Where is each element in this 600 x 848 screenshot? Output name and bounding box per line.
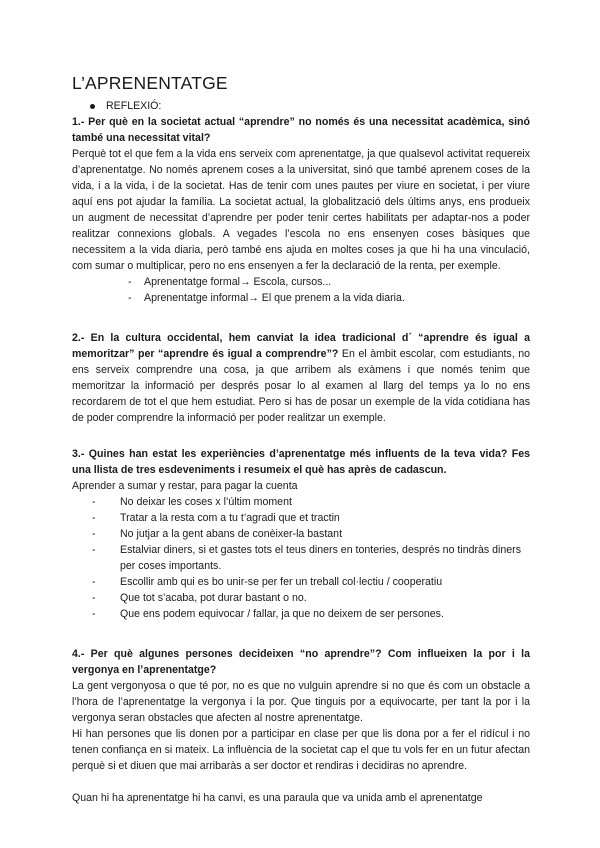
list-item: - No jutjar a la gent abans de conèixer-la bastant xyxy=(92,526,530,542)
list-item: - Estalviar diners, si et gastes tots el teus diners en tonteries, després no tindràs diners per coses importants. xyxy=(92,542,530,574)
list-item: - Aprenentatge informal→ El que prenem a la vida diaria. xyxy=(128,290,530,306)
reflexio-label: REFLEXIÓ: xyxy=(106,100,162,112)
answer-1: Perquè tot el que fem a la vida ens serveix com aprenentatge, ja que qualsevol activitat requereix d’aprenentatge. No només aprenem coses a la universitat, sinó que també aprenem coses de la vida, i a la vida, i de la societat. Has de tenir com unes pautes per viure en societat, i per viure aquí ens pot ajudar la família. La societat actual, la globalització dels últims anys, ens produeix un augment de necessitat d’aprendre per poder tenir certes habilitats per adaptar-nos a poder realitzar connexions globals. A vegades l’escola no ens ensenyen coses bàsiques que necessitem a la vida diaria, però també ens ajuda en moltes coses ja que hi ha una vinculació, com sumar o multiplicar, pero no ens ensenyen a fer la declaració de la renta, per exemple. xyxy=(72,148,530,272)
document-title: L’APRENENTATGE xyxy=(72,73,228,93)
answer-3-intro: Aprender a sumar y restar, para pagar la cuenta xyxy=(72,480,298,492)
list-item: - Aprenentatge formal→ Escola, cursos... xyxy=(128,274,530,290)
list-item: - Tratar a la resta com a tu t’agradi que et tractin xyxy=(92,510,530,526)
question-3: 3.- Quines han estat les experiències d’aprenentatge més influents de la teva vida? Fes una llista de tres esdeveniments i resumeix el què has après de cadascun. xyxy=(72,448,530,476)
answer-4-part-1: La gent vergonyosa o que té por, no es que no vulguin aprendre si no que és com un obstacle a l’hora de l’aprenentatge la vergonya i la por. Que tinguis por a equivocarte, per tant la por i la vergonya seran obstacles que afecten al nostre aprenentatge. xyxy=(72,680,530,724)
question-1: 1.- Per què en la societat actual “aprendre” no només és una necessitat acadèmica, sinó també una necessitat vital? xyxy=(72,116,530,144)
answer-1-list xyxy=(72,274,530,306)
list-item: - Que tot s’acaba, pot durar bastant o no. xyxy=(92,590,530,606)
list-item: - No deixar les coses x l’últim moment xyxy=(92,494,530,510)
bullet-dot-icon xyxy=(90,104,95,109)
question-2: 2.- En la cultura occidental, hem canviat la idea tradicional d´ “aprendre és igual a memoritzar” per “aprendre és igual a comprendre”? xyxy=(72,332,530,360)
closing-sentence: Quan hi ha aprenentatge hi ha canvi, es una paraula que va unida amb el aprenentatge xyxy=(72,792,483,804)
answer-3-list xyxy=(72,494,530,622)
answer-4-part-2: Hi han persones que lis donen por a participar en clase per que lis dona por a fer el ridícul i no tenen confiança en si mateix. La influència de la societat cap el que tu vols fer en un futur afectan perquè si et diuen que mai arribaràs a ser doctor et rendiras i decidiras no aprendre. xyxy=(72,728,530,772)
question-4: 4.- Per què algunes persones decideixen “no aprendre”? Com influeixen la por i la vergonya en l’aprenentatge? xyxy=(72,648,530,676)
list-item: - Escollir amb qui es bo unir-se per fer un treball col·lectiu / cooperatiu xyxy=(92,574,530,590)
list-item: - Que ens podem equivocar / fallar, ja que no deixem de ser persones. xyxy=(92,606,530,622)
reflexio-bullet xyxy=(90,98,530,114)
answer-2: En el àmbit escolar, com estudiants, no ens serveix comprendre una cosa, ja que arribem als exàmens i que només tenim que memoritzar la informació per després posar lo al examen al llarg del temps ya lo no ens recordarem de tot el que hem estudiat. Pero si has de posar un exemple de la vida cotidiana has de poder comprendre la informació per poder realitzar un exemple. xyxy=(72,348,530,424)
question-2-paragraph xyxy=(72,330,530,426)
